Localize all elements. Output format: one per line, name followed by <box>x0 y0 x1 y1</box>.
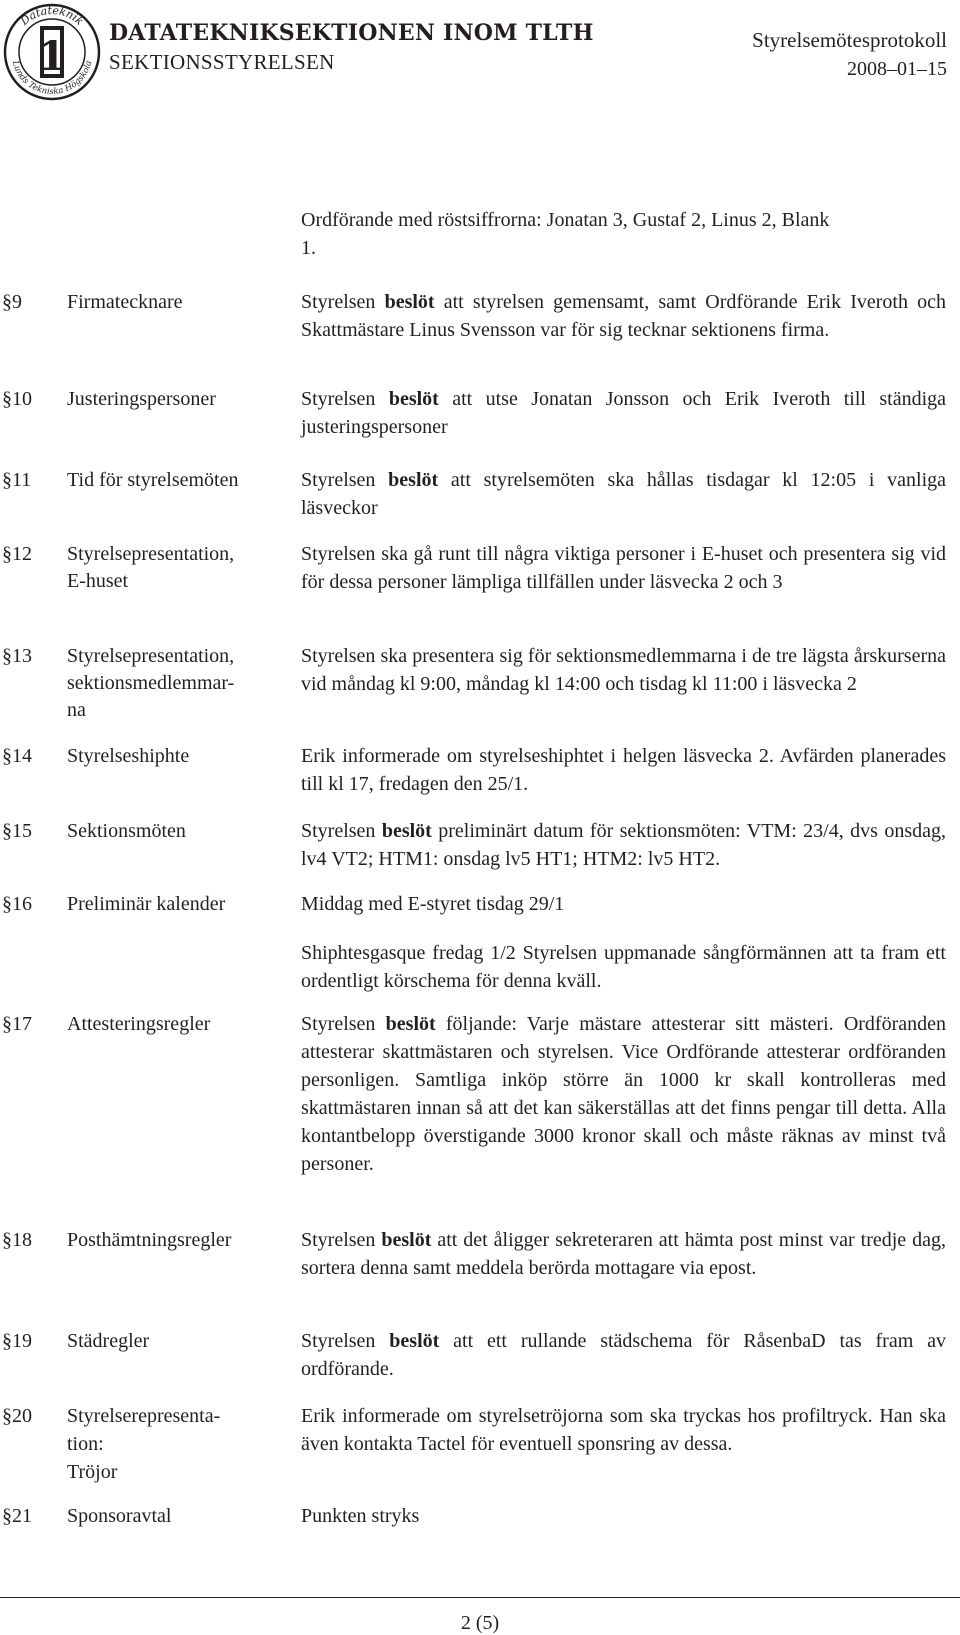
item-number: §21 <box>2 1505 32 1527</box>
item-label-line-2: sektionsmedlemmar- <box>67 672 235 694</box>
item-number: §16 <box>2 893 32 915</box>
item-text: Styrelsen beslöt att styrelsen gemensamt, samt Ordförande Erik Iveroth och Skattmästare Linus Svensson var för sig tecknar sektionens firma. <box>301 291 946 341</box>
footer-divider <box>0 1597 960 1598</box>
item-text-2: Shiphtesgasque fredag 1/2 Styrelsen uppmanade sångförmännen att ta fram ett ordentligt körschema för denna kväll. <box>301 942 946 992</box>
item-text: Styrelsen ska presentera sig för sektionsmedlemmarna i de tre lägsta årskurserna vid måndag kl 9:00, måndag kl 14:00 och tisdag kl 11:00 i läsvecka 2 <box>301 645 946 695</box>
item-number: §10 <box>2 388 32 410</box>
organization-name: DATATEKNIKSEKTIONEN INOM TLTH <box>109 20 594 46</box>
item-number: §20 <box>2 1405 32 1427</box>
item-label: Attesteringsregler <box>67 1013 211 1035</box>
item-text: Erik informerade om styrelsetröjorna som ska tryckas hos profiltryck. Han ska även kontakta Tactel för eventuell sponsring av dessa. <box>301 1405 946 1455</box>
organization-subtitle: SEKTIONSSTYRELSEN <box>109 50 335 74</box>
item-label-line-3: na <box>67 699 86 721</box>
page-number: 2 (5) <box>460 1612 500 1634</box>
continuation-line-2: 1. <box>301 237 316 259</box>
item-label: Posthämtningsregler <box>67 1229 232 1251</box>
svg-text:Lunds Tekniska Högskola: Lunds Tekniska Högskola <box>9 59 95 98</box>
item-text: Styrelsen ska gå runt till några viktiga personer i E-huset och presentera sig vid för dessa personer lämpliga tillfällen under läsvecka 2 och 3 <box>301 543 946 593</box>
item-label: Sponsoravtal <box>67 1505 172 1527</box>
svg-text:Datateknik: Datateknik <box>18 3 87 28</box>
item-label: Preliminär kalender <box>67 893 226 915</box>
item-number: §18 <box>2 1229 32 1251</box>
item-number: §19 <box>2 1330 32 1352</box>
item-text: Styrelsen beslöt att styrelsemöten ska hållas tisdagar kl 12:05 i vanliga läsveckor <box>301 469 946 519</box>
item-number: §9 <box>2 291 22 313</box>
item-text: Styrelsen beslöt följande: Varje mästare attesterar sitt mästeri. Ordföranden attesterar skattmästaren och styrelsen. Vice Ordförande attesterar ordföranden personligen. Samtliga inköp större än 1000 kr skall kontrolleras med skattmästaren innan så att det kan säkerställas att det finns pengar till detta. Alla kontantbelopp överstigande 3000 kronor skall och måste räknas av minst två personer. <box>301 1013 947 1175</box>
item-text: Styrelsen beslöt att det åligger sekreteraren att hämta post minst var tredje dag, sortera denna samt meddela berörda mottagare via epost. <box>301 1229 947 1279</box>
item-label-line-1: Styrelsepresentation, <box>67 543 235 565</box>
item-label-line-2: E-huset <box>67 570 129 592</box>
item-text: Styrelsen beslöt att ett rullande städschema för RåsenbaD tas fram av ordförande. <box>301 1330 947 1380</box>
continuation-line-1: Ordförande med röstsiffrorna: Jonatan 3, Gustaf 2, Linus 2, Blank <box>301 209 830 231</box>
item-number: §13 <box>2 645 32 667</box>
item-number: §17 <box>2 1013 32 1035</box>
item-label: Sektionsmöten <box>67 820 186 842</box>
item-number: §11 <box>2 469 32 491</box>
item-label-line-2: tion: <box>67 1433 104 1455</box>
item-label: Justeringspersoner <box>67 388 216 410</box>
item-number: §12 <box>2 543 32 565</box>
item-text: Punkten stryks <box>301 1505 420 1527</box>
item-label: Firmatecknare <box>67 291 183 313</box>
item-label-line-3: Tröjor <box>67 1461 118 1483</box>
svg-text:1: 1 <box>38 33 66 80</box>
item-label-line-1: Styrelsepresentation, <box>67 645 235 667</box>
item-label: Tid för styrelsemöten <box>67 469 239 491</box>
item-text: Middag med E-styret tisdag 29/1 <box>301 893 565 915</box>
item-label-line-1: Styrelserepresenta- <box>67 1405 221 1427</box>
item-label: Städregler <box>67 1330 150 1352</box>
item-number: §15 <box>2 820 32 842</box>
item-label: Styrelseshiphte <box>67 745 190 767</box>
document-date: 2008–01–15 <box>847 58 947 80</box>
item-number: §14 <box>2 745 32 767</box>
item-text: Styrelsen beslöt preliminärt datum för sektionsmöten: VTM: 23/4, dvs onsdag, lv4 VT2; HTM1: onsdag lv5 HT1; HTM2: lv5 HT2. <box>301 820 946 870</box>
item-text: Styrelsen beslöt att utse Jonatan Jonsson och Erik Iveroth till ständiga justeringspersoner <box>301 388 947 438</box>
document-type: Styrelsemötesprotokoll <box>752 28 947 52</box>
item-text: Erik informerade om styrelseshiphtet i helgen läsvecka 2. Avfärden planerades till kl 17, fredagen den 25/1. <box>301 745 946 795</box>
